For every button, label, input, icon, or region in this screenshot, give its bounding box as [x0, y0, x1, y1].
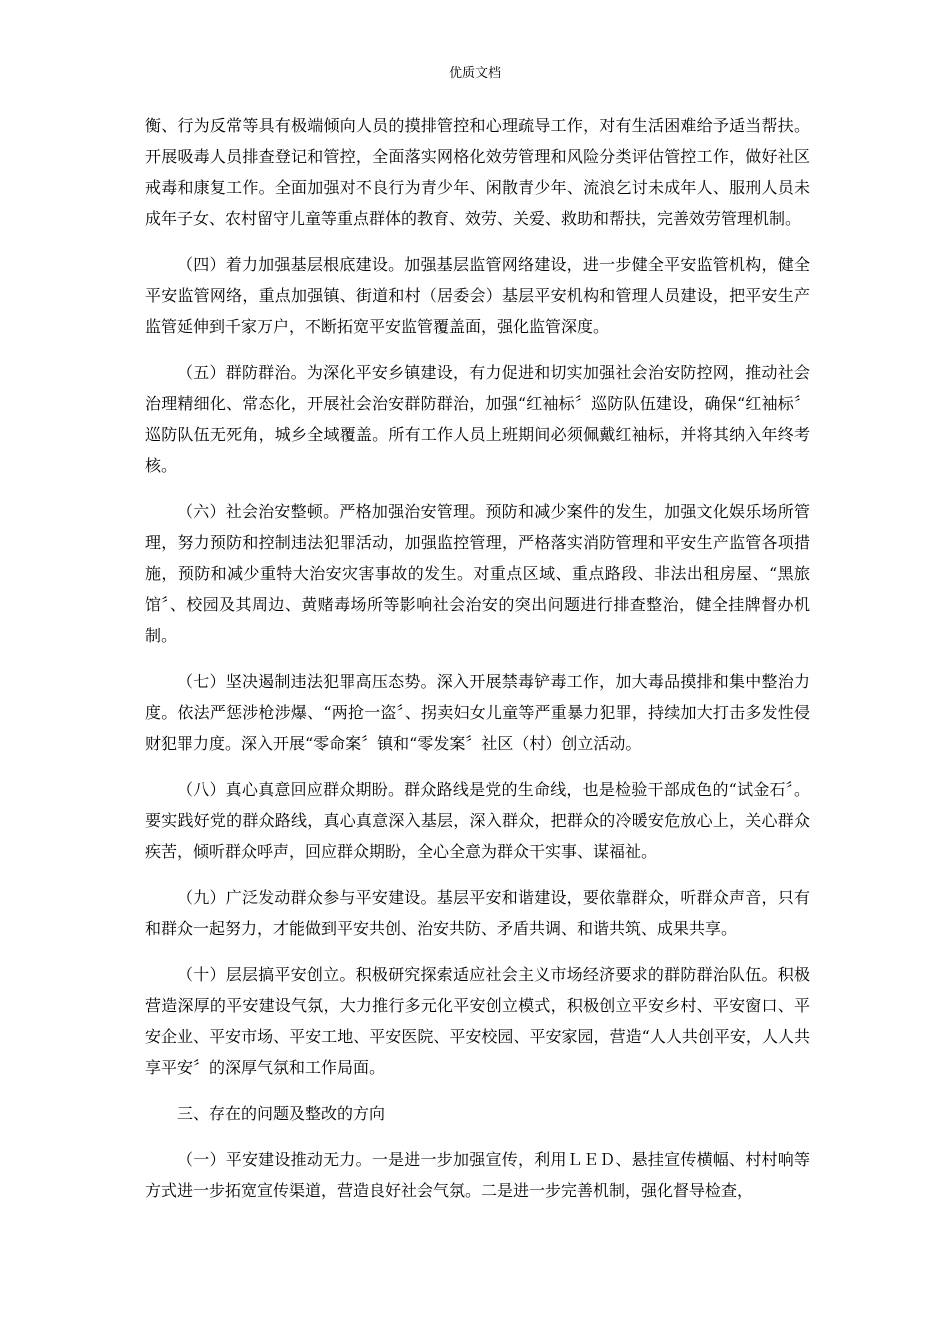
paragraph-section-9: （九）广泛发动群众参与平安建设。基层平安和谐建设，要依靠群众，听群众声音，只有和群众一起努力，才能做到平安共创、治安共防、矛盾共调、和谐共筑、成果共享。: [145, 888, 810, 938]
paragraph-section-6: （六）社会治安整顿。严格加强治安管理。预防和减少案件的发生，加强文化娱乐场所管理，努力预防和控制违法犯罪活动，加强监控管理，严格落实消防管理和平安生产监管各项措施，预防和减少重特大治安灾害事故的发生。对重点区域、重点路段、非法出租房屋、“黑旅馆〞、校园及其周边、黄赌毒场所等影响社会治安的突出问题进行排查整治，健全挂牌督办机制。: [145, 502, 810, 645]
paragraph-problem-1: （一）平安建设推动无力。一是进一步加强宣传，利用ＬＥＤ、悬挂宣传横幅、村村响等方式进一步拓宽宣传渠道，营造良好社会气氛。二是进一步完善机制，强化督导检查，: [145, 1150, 810, 1200]
section-heading-problems: 三、存在的问题及整改的方向: [177, 1104, 386, 1123]
document-body: [145, 110, 810, 1221]
paragraph-section-4: （四）着力加强基层根底建设。加强基层监管网络建设，进一步健全平安监管机构，健全平安监管网络，重点加强镇、街道和村（居委会）基层平安机构和管理人员建设，把平安生产监管延伸到千家万户，不断拓宽平安监管覆盖面，强化监管深度。: [145, 255, 810, 336]
paragraph-section-7: （七）坚决遏制违法犯罪高压态势。深入开展禁毒铲毒工作，加大毒品摸排和集中整治力度。依法严惩涉枪涉爆、“两抢一盗〞、拐卖妇女儿童等严重暴力犯罪，持续加大打击多发性侵财犯罪力度。深入开展“零命案〞镇和“零发案〞社区（村）创立活动。: [145, 672, 810, 753]
paragraph-section-10: （十）层层搞平安创立。积极研究探索适应社会主义市场经济要求的群防群治队伍。积极营造深厚的平安建设气氛，大力推行多元化平安创立模式，积极创立平安乡村、平安窗口、平安企业、平安市场、平安工地、平安医院、平安校园、平安家园，营造“人人共创平安，人人共享平安〞的深厚气氛和工作局面。: [145, 965, 810, 1077]
paragraph-section-5: （五）群防群治。为深化平安乡镇建设，有力促进和切实加强社会治安防控网，推动社会治理精细化、常态化，开展社会治安群防群治，加强“红袖标〞巡防队伍建设，确保“红袖标〞巡防队伍无死角，城乡全域覆盖。所有工作人员上班期间必须佩戴红袖标，并将其纳入年终考核。: [145, 363, 810, 475]
paragraph-continuation: 衡、行为反常等具有极端倾向人员的摸排管控和心理疏导工作，对有生活困难给予适当帮扶。开展吸毒人员排查登记和管控，全面落实网格化效劳管理和风险分类评估管控工作，做好社区戒毒和康复工作。全面加强对不良行为青少年、闲散青少年、流浪乞讨未成年人、服刑人员未成年子女、农村留守儿童等重点群体的教育、效劳、关爱、救助和帮扶，完善效劳管理机制。: [145, 116, 810, 228]
page-header: 优质文档: [448, 66, 501, 81]
paragraph-section-8: （八）真心真意回应群众期盼。群众路线是党的生命线，也是检验干部成色的“试金石〞。要实践好党的群众路线，真心真意深入基层，深入群众，把群众的冷暖安危放心上，关心群众疾苦，倾听群众呼声，回应群众期盼，全心全意为群众干实事、谋福祉。: [145, 780, 810, 861]
